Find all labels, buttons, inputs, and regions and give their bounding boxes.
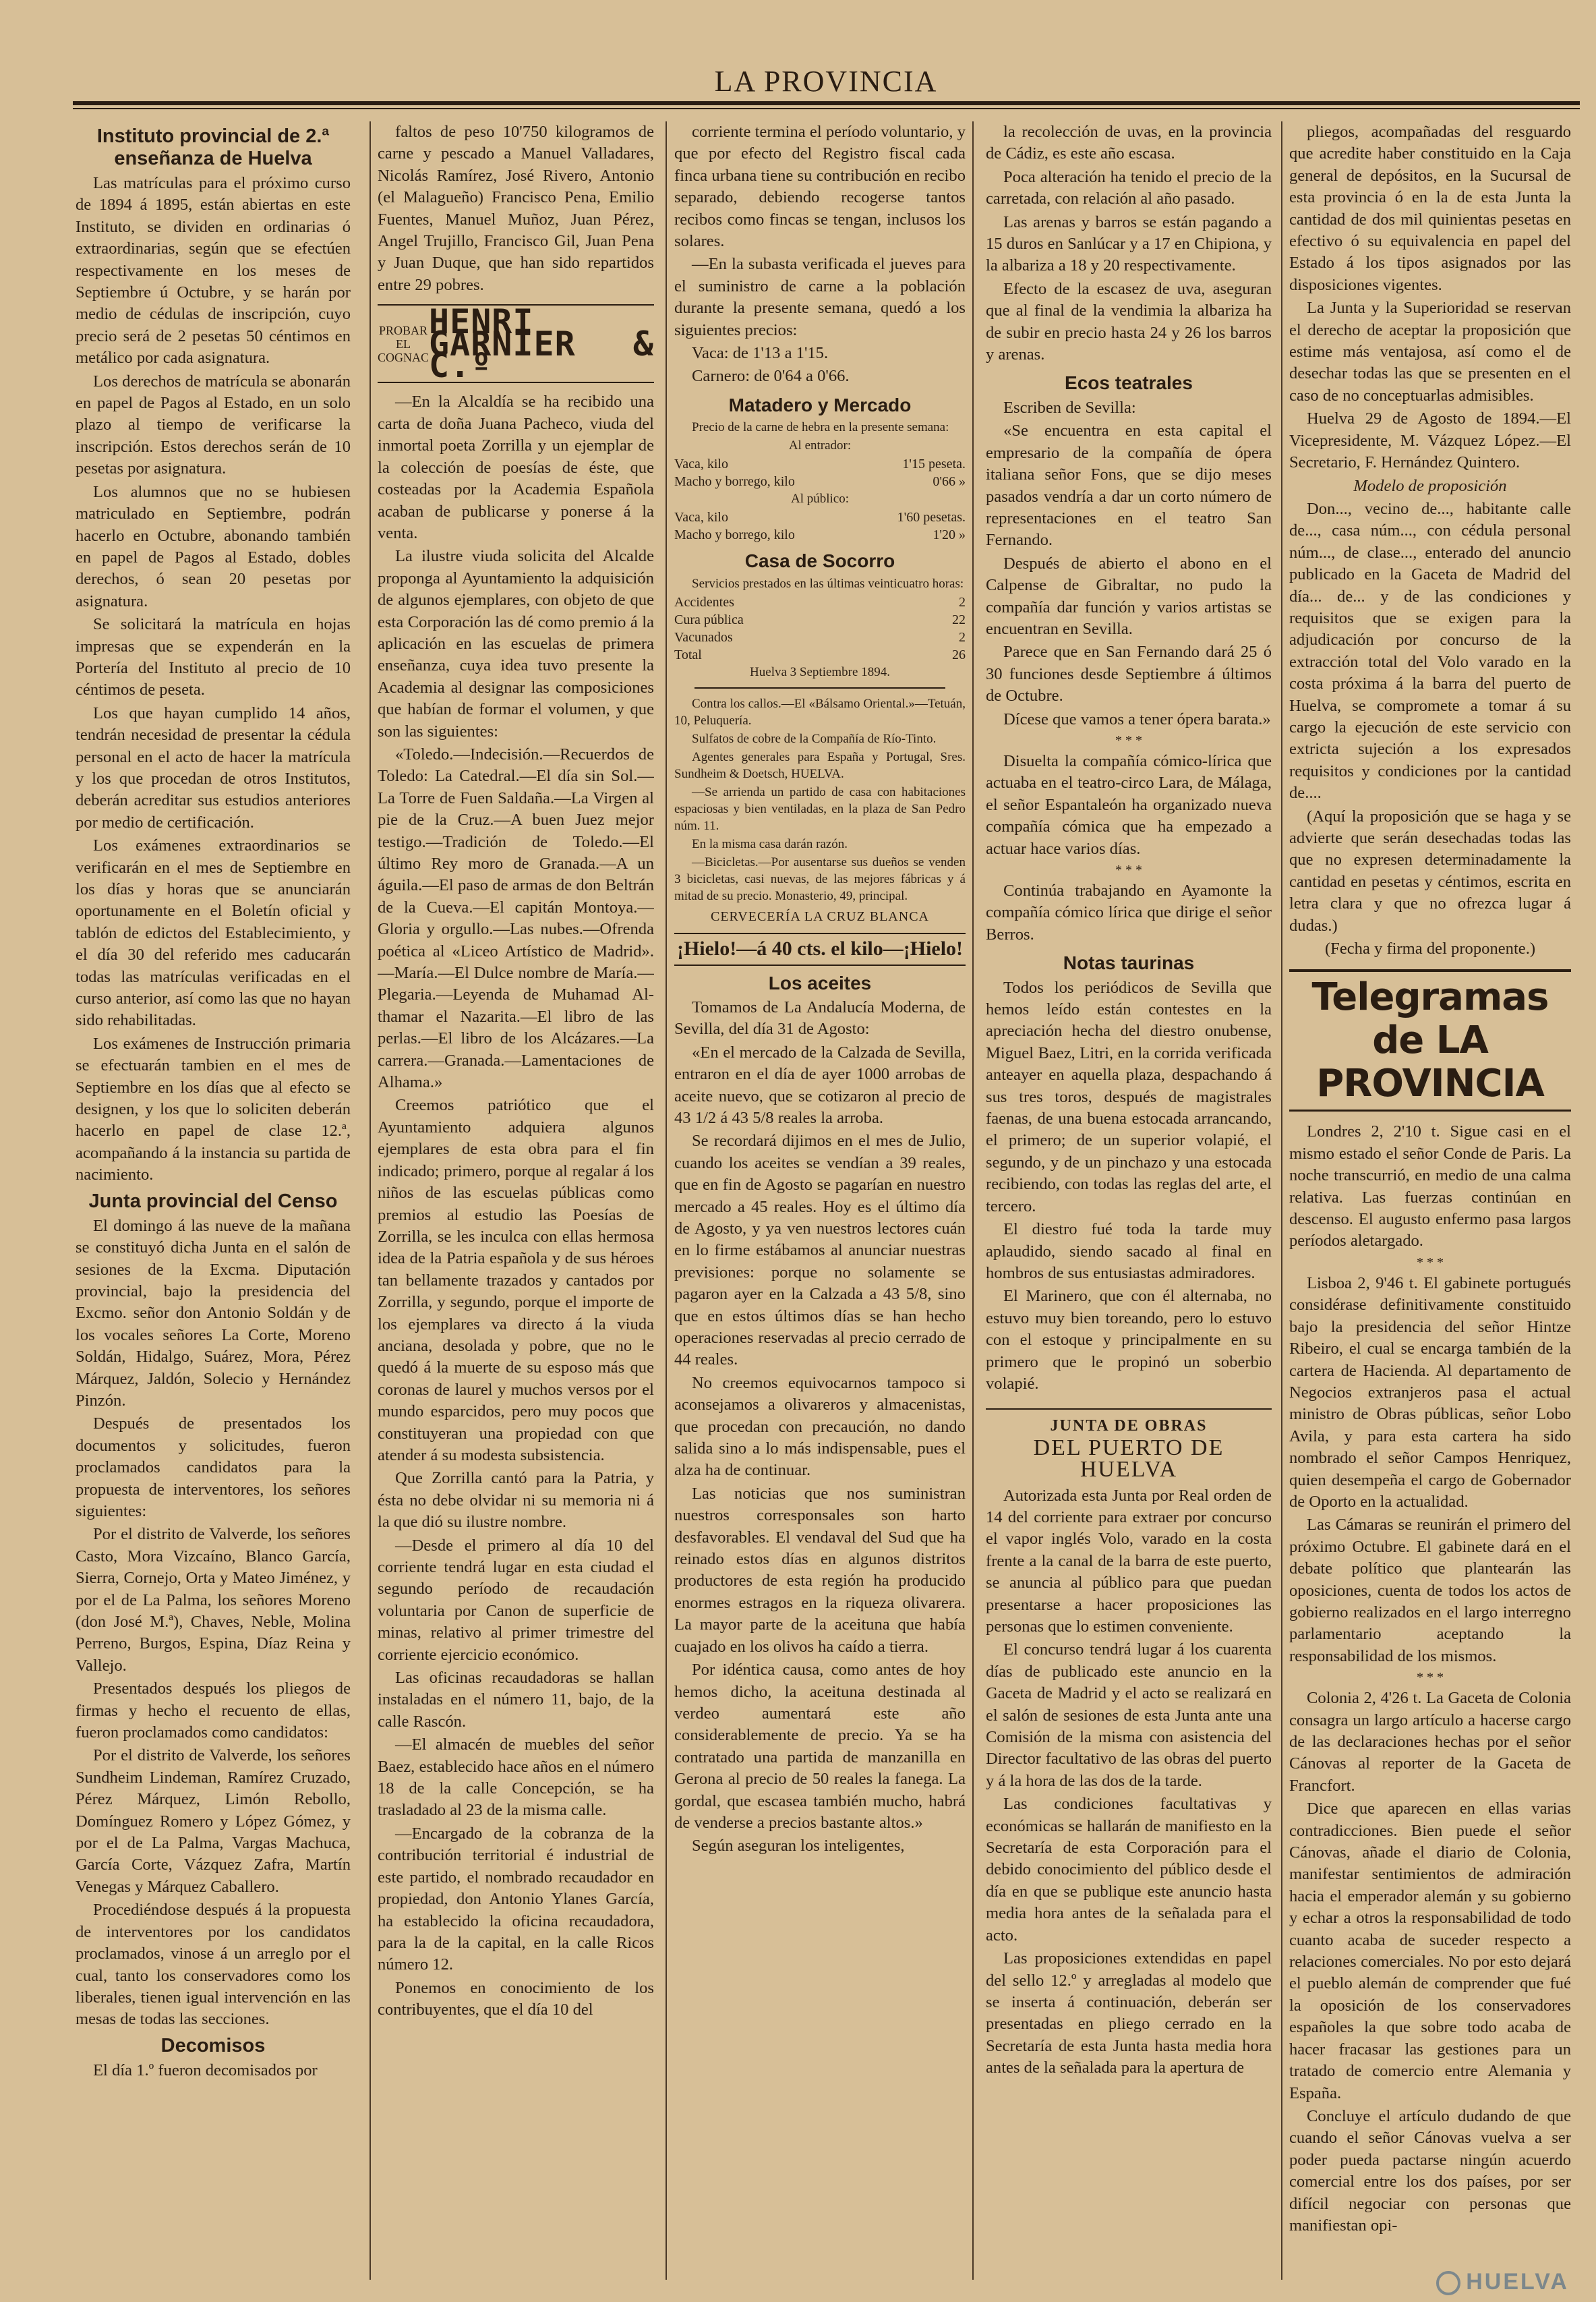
article-paragraph: Huelva 29 de Agosto de 1894.—El Vicepresidente, M. Vázquez López.—El Secretario, F. Hernández Quintero. — [1289, 409, 1571, 472]
article-paragraph: Autorizada esta Junta por Real orden de 14 del corriente para extraer por concurso el vapor inglés Volo, varado en la costa frente a la canal de la barra de este puerto, se anuncia al público para que puedan presentarse a hacer proposiciones las personas que lo estimen conveniente. — [986, 1486, 1272, 1636]
price-value: 0'66 » — [933, 474, 966, 490]
separator-asterisks: * * * — [1115, 863, 1142, 877]
article-paragraph: Las proposiciones extendidas en papel del sello 12.º y arregladas al modelo que se inserta á continuación, deberán ser presentadas en pliego cerrado en la Secretaría de esta Junta hasta media hora antes de la señalada para la apertura de — [986, 1949, 1272, 2077]
article-paragraph: Creemos patriótico que el Ayuntamiento adquiera algunos ejemplares de esta obra para el fin indicado; primero, porque al regalar á los niños de las escuelas públicas como premios al estudio las Poesías de Zorrilla, se les inculca con ellas hermosa idea de la Patria española y de sus héroes tan bellamente trazados y cantados por Zorrilla, y segundo, porque el importe de los ejemplares va directo á la viuda anciana, desolada y pobre, que no le quedó á la muerte de su esposo más que coronas de laurel y muchos versos por el mundo esparcidos, pero muy pocos que constituyeran una propiedad con que atender á su modesta subsistencia. — [378, 1096, 654, 1464]
article-paragraph: Carnero: de 0'64 a 0'66. — [692, 367, 850, 386]
price-value: 1'15 peseta. — [902, 457, 966, 472]
article-paragraph: Escriben de Sevilla: — [1003, 398, 1136, 417]
article-paragraph: La Junta y la Superioridad se reservan el derecho de aceptar la proposición que estime más ventajosa, así como el de desechar todas las que se presenten en el caso de no conceptuarlas admisibles. — [1289, 299, 1571, 405]
notice-text: Sulfatos de cobre de la Compañía de Río-Tinto. — [692, 731, 937, 746]
article-paragraph: «Se encuentra en esta capital el empresario de la compañía de ópera italiana señor Fons, que se dijo meses pasados vendría a dar un corto número de representaciones en el teatro San Fernando. — [986, 422, 1272, 550]
notice-text: Contra los callos.—El «Bálsamo Oriental.»—Tetuán, 10, Peluquería. — [674, 696, 966, 728]
article-paragraph: Por el distrito de Valverde, los señores Sundheim Lindeman, Ramírez Cruzado, Pérez Márquez, Limón Rebollo, Domínguez Romero y López Gómez, y por el de La Palma, Vargas Machuca, García Corte, Vázquez Zafra, Martín Venegas y Márquez Caballero. — [76, 1746, 351, 1896]
masthead-rule-thin — [73, 108, 1580, 109]
separator-asterisks: * * * — [1417, 1670, 1444, 1686]
article-heading: Decomisos — [160, 2034, 266, 2056]
article-paragraph: Parece que en San Fernando dará 25 ó 30 funciones desde Septiembre á últimos de Octubre. — [986, 643, 1272, 706]
article-paragraph: —El almacén de muebles del señor Baez, establecido hace años en el número 18 de la calle Concepción, se ha trasladado al 23 de la misma calle. — [378, 1735, 654, 1820]
column-4 — [986, 121, 1272, 2273]
column-divider — [972, 121, 974, 2280]
article-paragraph: Procediéndose después á la propuesta de interventores por los candidatos proclamados, vinose á un arreglo por el cual, tanto los conservadores como los liberales, tienen igual intervención en las mesas de todas las secciones. — [76, 1901, 351, 2029]
section-heading: Notas taurinas — [1063, 952, 1195, 974]
column-2 — [378, 121, 654, 2273]
article-paragraph: Las Cámaras se reunirán el primero del próximo Octubre. El gabinete dará en el debate político que plantearán las oposiciones, cuenta de todos los actos de gobierno realizados en el largo interregno parlamentario aceptando la responsabilidad de los mismos. — [1289, 1516, 1571, 1665]
ad-side-text: PROBAR EL COGNAC — [378, 323, 430, 364]
price-label: Total — [674, 647, 702, 662]
ad-heading: CERVECERÍA LA CRUZ BLANCA — [711, 909, 929, 924]
notice-text: En la misma casa darán razón. — [692, 836, 848, 851]
article-paragraph: Don..., vecino de..., habitante calle de..., casa núm..., con cédula personal núm..., de clase..., enterado del anuncio publicado en la Gaceta de Madrid del día... de... y de las condiciones y requisitos que se exigen para la adjudicación por concurso de la extracción total del Volo varado en la costa próxima á la barra del puerto de Huelva, se compromete a tomar á su cargo la ejecución de este servicio con extricta sujeción a los expresados requisitos y condiciones por la cantidad de.... — [1289, 499, 1571, 803]
article-paragraph: Dícese que vamos a tener ópera barata.» — [1003, 710, 1271, 728]
notice-text: —Bicicletas.—Por ausentarse sus dueños se venden 3 bicicletas, casi nuevas, de las mejores fábricas y á mitad de su precio. Monasterio, 49, principal. — [674, 855, 966, 903]
article-paragraph: El día 1.º fueron decomisados por — [93, 2061, 318, 2079]
price-row — [674, 473, 966, 490]
article-paragraph: Las condiciones facultativas y económicas se hallarán de manifiesto en la Secretaría de esta Corporación para el debido conocimiento del público desde el día en que se publique este anuncio hasta media hora antes de la señalada para el acto. — [986, 1795, 1272, 1945]
article-paragraph: Después de presentados los documentos y solicitudes, fueron proclamados candidatos para la propuesta de interventores, los señores siguientes: — [76, 1414, 351, 1520]
article-paragraph: corriente termina el período voluntario, y que por efecto del Registro fiscal cada finca urbana tiene su contribución en recibo separado, debiendo recogerse tantos recibos como fincas se tengan, inclusos los solares. — [674, 123, 966, 251]
centered-text: (Fecha y firma del proponente.) — [1324, 940, 1536, 958]
article-paragraph: (Aquí la proposición que se haga y se advierte que serán desechadas todas las que no expresen determinadamente la cantidad en pesetas y céntimos, escrita en letra clara y que no ofrezca lugar á dudas.) — [1289, 807, 1571, 935]
price-label: Cura pública — [674, 612, 744, 627]
notice-caption: Al público: — [790, 492, 850, 507]
price-value: 2 — [959, 629, 966, 645]
notice-text: Precio de la carne de hebra en la presente semana: — [692, 420, 949, 435]
article-paragraph: Según aseguran los inteligentes, — [692, 1837, 905, 1855]
article-paragraph: Las arenas y barros se están pagando a 15 duros en Sanlúcar y a 17 en Chipiona, y la albariza a 18 y 20 respectivamente. — [986, 212, 1272, 275]
section-heading: Los aceites — [768, 972, 872, 994]
article-paragraph: Las noticias que nos suministran nuestros corresponsales son harto desfavorables. El vendaval del Sud que ha reinado estos días en algunos distritos productores de esta región ha producido enormes estragos en la riqueza olivarera. La mayor parte de la aceituna que había cuajado en los olivos ha caído a tierra. — [674, 1484, 966, 1656]
price-label: Vacunados — [674, 629, 733, 645]
article-paragraph: Por idéntica causa, como antes de hoy hemos dicho, la aceituna destinada al verdeo aumentará este año considerablemente de precio. Ya se ha contratado una partida de manzanilla en Gerona al precio de 50 reales la fanega. La gordal, que escasea también mucho, habrá de venderse a precios bastante altos.» — [674, 1661, 966, 1832]
article-paragraph: Se recordará dijimos en el mes de Julio, cuando los aceites se vendían a 39 reales, que en fin de Agosto se pagarían en nuestro mercado a 45 reales. Hoy es el último día de Agosto, y ya ven nuestros lectores cuán en lo firme estábamos al anunciar nuestras previsiones: porque no solamente se pagaron ayer en la Calzada a 43 5/8, sino que en estos últimos días se han hecho operaciones reservadas al precio cerrado de 44 reales. — [674, 1132, 966, 1369]
column-divider — [1281, 121, 1282, 2280]
article-paragraph: La ilustre viuda solicita del Alcalde proponga al Ayuntamiento la adquisición de algunos ejemplares, con objeto de que esta Corporación las dé como premio á la aplicación en las escuelas de primera enseñanza, cuya idea tuvo presente la Academia al designar las composiciones que habían de formar el volumen, y que son las siguientes: — [378, 547, 654, 741]
telegrams-heading: Telegramas de LA PROVINCIA — [1289, 969, 1571, 1112]
article-paragraph: Continúa trabajando en Ayamonte la compañía cómico lírica que dirige el señor Berros. — [986, 882, 1272, 944]
article-paragraph: Que Zorrilla cantó para la Patria, y ésta no debe olvidar ni su memoria ni á la que dió su ilustre nombre. — [378, 1469, 654, 1532]
article-paragraph: —Desde el primero al día 10 del corriente tendrá lugar en esta ciudad el segundo período de recaudación voluntaria por Canon de superficie de minas, relativo al primer trimestre del corriente ejercicio económico. — [378, 1536, 654, 1664]
ad-brand: HENRI GARNIER & C.º — [429, 302, 654, 386]
price-row — [674, 629, 966, 646]
section-heading: Casa de Socorro — [744, 550, 895, 572]
port-board-notice — [986, 1408, 1272, 1483]
article-paragraph: Ponemos en conocimiento de los contribuyentes, que el día 10 del — [378, 1978, 654, 2019]
article-heading: Instituto provincial de 2.ª enseñanza de Huelva — [96, 125, 330, 169]
article-paragraph: Colonia 2, 4'26 t. La Gaceta de Colonia consagra un largo artículo a hacerse cargo de las declaraciones hechas por el señor Cánovas al reporter de la Gaceta de Francfort. — [1289, 1689, 1571, 1795]
article-paragraph: No creemos equivocarnos tampoco si aconsejamos a olivareros y almacenistas, que procedan con precaución, no dando salida sino a lo más indispensable, pues el alza ha de continuar. — [674, 1373, 966, 1480]
article-paragraph: Después de abierto el abono en el Calpense de Gibraltar, no pudo la compañía dar función y varios artistas se encuentran en Sevilla. — [986, 554, 1272, 638]
article-paragraph: Todos los periódicos de Sevilla que hemos leído están contestes en la apreciación hecha del diestro onubense, Miguel Baez, Litri, en la corrida verificada anteayer en aquella plaza, despachando á sus tres toros, después de magistrales faenas, de una buena estocada arrancando, el primero; de un superior volapié, el segundo, y de un pinchazo y una estocada recibiendo, con todas las reglas del arte, el tercero. — [986, 978, 1272, 1215]
separator-asterisks: * * * — [1115, 732, 1142, 748]
article-heading: Junta provincial del Censo — [88, 1190, 338, 1212]
notice-text: Agentes generales para España y Portugal, Sres. Sundheim & Doetsch, HUELVA. — [674, 749, 966, 781]
masthead: LA PROVINCIA — [714, 65, 938, 98]
article-paragraph: Los alumnos que no se hubiesen matriculado en Septiembre, podrán hacerlo en Octubre, abonando también en papel de Pagos al Estado, dobles derechos, ó sean 20 pesetas por asignatura. — [76, 482, 351, 610]
centered-italic-text: Modelo de proposición — [1353, 476, 1507, 495]
column-3 — [674, 121, 966, 2273]
cognac-advertisement — [378, 302, 654, 386]
article-paragraph: «Toledo.—Indecisión.—Recuerdos de Toledo: La Catedral.—El día sin Sol.—La Torre de Fuen Saldaña.—La Virgen al pie de la Cruz.—A buen Juez mejor testigo.—Tradición de Toledo.—El último Rey moro de Granada.—A un águila.—El paso de armas de don Beltrán de la Cueva.—El capitán Montoya.—Gloria y orgullo.—Las nubes.—Ofrenda poética al «Liceo Artístico de Madrid».—María.—El Dulce nombre de María.—Plegaria.—Leyenda de Muhamad Al-thamar el Nazarita.—El libro de las perlas.—El libro de los Alcázares.—La carrera.—Granada.—Lamentaciones de Alhama.» — [378, 745, 654, 1092]
section-divider — [694, 687, 945, 689]
archive-logo-icon — [1436, 2271, 1460, 2295]
article-paragraph: Las matrículas para el próximo curso de 1894 á 1895, están abiertas en este Instituto, se dividen en ordinarias ó extraordinarias, según que se efectúen respectivamente en los meses de Septiembre ú Octubre, y se harán por medio de cédulas de inscripción, cuyo precio será de 2 pesetas 50 céntimos en metálico por cada asignatura. — [76, 174, 351, 368]
ad-hielo: ¡Hielo!—á 40 cts. el kilo—¡Hielo! — [674, 933, 966, 965]
price-value: 1'60 pesetas. — [897, 510, 966, 525]
article-paragraph: Disuelta la compañía cómico-lírica que actuaba en el teatro-circo Lara, de Málaga, el señor Espantaleón ha organizado nueva compañía cómica que ha empezado a actuar hace varios días. — [986, 751, 1272, 858]
masthead-rule — [73, 101, 1580, 105]
column-5 — [1289, 121, 1571, 2273]
price-label: Vaca, kilo — [674, 510, 728, 525]
article-paragraph: pliegos, acompañadas del resguardo que acredite haber constituido en la Caja general de depósitos, en la Sucursal de esta provincia ó en la de esta Junta la cantidad de dos mil quinientas pesetas en efectivo ó su equivalencia en papel del Estado á los tipos asignados por las disposiciones vigentes. — [1289, 123, 1571, 294]
article-paragraph: Vaca: de 1'13 a 1'15. — [692, 344, 829, 363]
column-divider — [370, 121, 371, 2280]
price-row — [674, 526, 966, 544]
watermark-text: HUELVA — [1466, 2268, 1569, 2295]
column-divider — [666, 121, 667, 2280]
article-paragraph: Las oficinas recaudadoras se hallan instaladas en el número 11, bajo, de la calle Rascón. — [378, 1669, 654, 1731]
price-label: Accidentes — [674, 594, 734, 610]
article-paragraph: Concluye el artículo dudando de que cuando el señor Cánovas vuelva a ser poder pueda pactarse ningún acuerdo comercial entre los dos países, por ser difícil negociar con personas que manifiestan opi- — [1289, 2106, 1571, 2235]
price-row — [674, 455, 966, 473]
article-paragraph: la recolección de uvas, en la provincia de Cádiz, es este año escasa. — [986, 123, 1272, 163]
notice-text: —Se arrienda un partido de casa con habitaciones espaciosas y bien ventiladas, en la plaza de San Pedro núm. 11. — [674, 784, 966, 833]
notice-title: JUNTA DE OBRAS — [1050, 1417, 1208, 1435]
separator-asterisks: * * * — [1417, 1255, 1444, 1270]
price-row — [674, 594, 966, 611]
section-heading: Matadero y Mercado — [728, 394, 912, 415]
article-paragraph: «En el mercado de la Calzada de Sevilla, entraron en el día de ayer 1000 arrobas de aceite nuevo, que se cotizaron al precio de 43 1/2 á 43 5/8 reales la arroba. — [674, 1043, 966, 1127]
notice-subtitle: DEL PUERTO DE HUELVA — [1033, 1435, 1224, 1483]
article-paragraph: Dice que aparecen en ellas varias contradicciones. Bien puede el señor Cánovas, añade el diario de Colonia, manifestar sentimientos de admiración hacia el emperador alemán y su gobierno y echar a otros la responsabilidad de todo cuanto acaba de suceder respecto a relaciones comerciales. No por esto dejará el pueblo alemán de comprender que fué la oposición de los conservadores españoles la que sobre todo acaba de hacer fracasar las gestiones para un tratado de comercio entre Alemania y España. — [1289, 1800, 1571, 2102]
price-label: Vaca, kilo — [674, 457, 728, 472]
article-paragraph: El domingo á las nueve de la mañana se constituyó dicha Junta en el salón de sesiones de la Excma. Diputación provincial, bajo la presidencia del Excmo. señor don Antonio Soldán y de los vocales señores La Corte, Moreno Soldán, Hidalgo, Suárez, Mora, Pérez Márquez, Jaldón, Solecio y Hernández Pinzón. — [76, 1216, 351, 1410]
column-1 — [76, 121, 351, 2273]
price-row — [674, 509, 966, 526]
price-value: 26 — [952, 647, 966, 662]
article-paragraph: El diestro fué toda la tarde muy aplaudido, siendo sacado al final en hombros de sus entusiastas admiradores. — [986, 1220, 1272, 1282]
notice-text: Servicios prestados en las últimas veinticuatro horas: — [692, 576, 964, 591]
article-paragraph: Poca alteración ha tenido el precio de la carretada, con relación al año pasado. — [986, 167, 1272, 208]
article-paragraph: El Marinero, que con él alternaba, no estuvo muy bien toreando, pero lo estuvo con el estoque y principalmente en su primero que le propinó un soberbio volapié. — [986, 1287, 1272, 1393]
article-paragraph: Londres 2, 2'10 t. Sigue casi en el mismo estado el señor Conde de Paris. La noche transcurrió, en medio de una calma relativa. Las fuerzas continúan en descenso. El augusto enfermo pasa largos períodos aletargado. — [1289, 1122, 1571, 1250]
article-paragraph: —En la subasta verificada el jueves para el suministro de carne a la población durante la presente semana, quedó a los siguientes precios: — [674, 255, 966, 339]
price-row — [674, 646, 966, 664]
article-paragraph: —En la Alcaldía se ha recibido una carta de doña Juana Pacheco, viuda del inmortal poeta Zorrilla y un ejemplar de la colección de poesías de éste, que costeadas por la Academia Española acaban de publicarse y ponerse á la venta. — [378, 393, 654, 542]
article-paragraph: faltos de peso 10'750 kilogramos de carne y pescado a Manuel Valladares, Nicolás Ramírez, José Rivero, Antonio (el Malagueño) Francisco Pena, Emilio Fuentes, Manuel Muñoz, Juan Pérez, Angel Trujillo, Francisco Gil, Juan Pena y Juan Duque, que han sido repartidos entre 29 pobres. — [378, 123, 654, 294]
article-paragraph: Lisboa 2, 9'46 t. El gabinete portugués considérase definitivamente constituido bajo la presidencia del señor Hintze Ribeiro, el cual se encarga también de la cartera de Hacienda. Al departamento de Negocios extranjeros pasa el actual ministro de Obras públicas, señor Lobo Avila, y para esta cartera ha sido nombrado el señor Campos Henriquez, quien desempeña el cargo de Gobernador de Oporto en la actualidad. — [1289, 1273, 1571, 1511]
price-label: Macho y borrego, kilo — [674, 474, 795, 490]
article-paragraph: Efecto de la escasez de uva, aseguran que al final de la vendimia la albariza ha de subir en precio hasta 24 y 26 los barros y arenas. — [986, 279, 1272, 364]
article-paragraph: Los que hayan cumplido 14 años, tendrán necesidad de presentar la cédula personal en el acto de hacer la matrícula y los que procedan de otros Institutos, deberán acreditar sus estudios anteriores por medio de certificación. — [76, 703, 351, 832]
article-paragraph: Por el distrito de Valverde, los señores Casto, Mora Vizcaíno, Blanco García, Sierra, Cornejo, Orta y Mateo Jiménez, y por el de La Palma, los señores Moreno (don José M.ª), Chaves, Neble, Molina Perreno, Burgos, Espina, Díaz Reina y Vallejo. — [76, 1525, 351, 1675]
notice-caption: Huelva 3 Septiembre 1894. — [750, 664, 890, 679]
article-paragraph: —Encargado de la cobranza de la contribución territorial é industrial de este partido, el nombrado recaudador en propiedad, don Antonio Ylanes García, ha establecido la oficina recaudadora, para la de la capital, en la calle Ricos número 12. — [378, 1824, 654, 1974]
article-paragraph: El concurso tendrá lugar á los cuarenta días de publicado este anuncio en la Gaceta de Madrid y el acto se realizará en el salón de sesiones de esta Junta ante una Comisión de la misma con asistencia del Director facultativo de las obras del puerto y á la hora de las dos de la tarde. — [986, 1640, 1272, 1790]
article-paragraph: Los exámenes extraordinarios se verificarán en el mes de Septiembre en los días y horas que se anunciarán oportunamente en el Boletín oficial y tablón de edictos del Establecimiento, y el día 30 del referido mes caducarán todas las matrículas verificadas en el curso anterior, así como las que no hayan sido rehabilitadas. — [76, 836, 351, 1030]
price-value: 22 — [952, 612, 966, 627]
article-paragraph: Presentados después los pliegos de firmas y hecho el recuento de ellas, fueron proclamados como candidatos: — [76, 1679, 351, 1742]
article-paragraph: Se solicitará la matrícula en hojas impresas que se expenderán en la Portería del Instituto al precio de 10 céntimos de peseta. — [76, 615, 351, 699]
article-paragraph: Los exámenes de Instrucción primaria se efectuarán tambien en el mes de Septiembre en los días que al efecto se designen, y los que lo soliciten deberán hacerlo en papel de clase 12.ª, acompañando á la instancia su partida de nacimiento. — [76, 1034, 351, 1184]
price-value: 1'20 » — [933, 527, 966, 543]
price-row — [674, 611, 966, 629]
price-value: 2 — [959, 594, 966, 610]
article-paragraph: Tomamos de La Andalucía Moderna, de Sevilla, del día 31 de Agosto: — [674, 998, 966, 1039]
price-label: Macho y borrego, kilo — [674, 527, 795, 543]
section-heading: Ecos teatrales — [1065, 372, 1193, 394]
article-paragraph: Los derechos de matrícula se abonarán en papel de Pagos al Estado, en un solo plazo al tiempo de verificarse la inscripción. Estos derechos serán de 10 pesetas por asignatura. — [76, 372, 351, 478]
archive-watermark — [1436, 2269, 1569, 2295]
notice-caption: Al entrador: — [788, 438, 852, 453]
